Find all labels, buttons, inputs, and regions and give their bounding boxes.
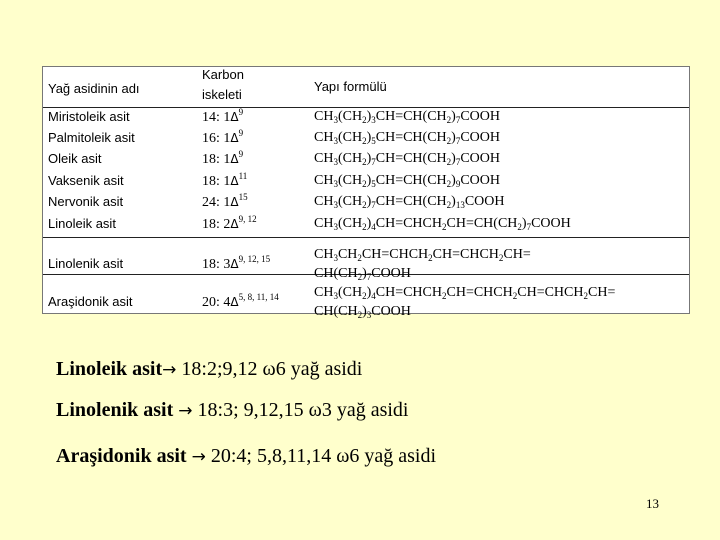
delta-symbol: Δ <box>230 131 239 145</box>
double-bond-positions: 9 <box>238 107 244 117</box>
carbon-skeleton: 20: $4\Delta^{5, 8, 11, 14}$ <box>202 292 279 310</box>
double-bond-positions: 11 <box>238 171 248 181</box>
carbon-skeleton: 18: $1\Delta^{11}$ <box>202 171 248 189</box>
acid-name: Miristoleik asit <box>48 109 130 124</box>
note-acid-name: Araşidonik asit <box>56 445 187 467</box>
arrow-right-icon: → <box>191 447 206 467</box>
carbon-skeleton: 18: $1\Delta^9$ <box>202 149 244 167</box>
structural-formula: $CH_3CH_2CH=CHCH_2CH=CHCH_2CH=$ <box>314 247 531 263</box>
acid-name: Oleik asit <box>48 151 102 166</box>
acid-name: Araşidonik asit <box>48 294 133 309</box>
omega-note: Linoleik asit→ 18:2;9,12 ω6 yağ asidi <box>56 358 363 380</box>
arrow-right-icon: → <box>178 401 193 421</box>
double-bond-positions: 9 <box>238 149 244 159</box>
omega-symbol: ω <box>262 358 276 380</box>
header-carbon-line1: Karbon <box>202 67 244 82</box>
omega-note: Linolenik asit → 18:3; 9,12,15 ω3 yağ asidi <box>56 399 409 421</box>
double-bond-positions: 15 <box>238 192 248 202</box>
delta-symbol: Δ <box>230 152 239 166</box>
structural-formula: $CH_3(CH_2)_4CH=CHCH_2CH=CHCH_2CH=CHCH_2CH=$ <box>314 285 616 301</box>
carbon-skeleton: 16: $1\Delta^9$ <box>202 128 244 146</box>
structural-formula: $CH_3(CH_2)_3CH=CH(CH_2)_7COOH$ <box>314 109 500 125</box>
note-acid-name: Linolenik asit <box>56 399 174 421</box>
carbon-skeleton: 18: $2\Delta^{9, 12}$ <box>202 214 257 232</box>
note-acid-name: Linoleik asit <box>56 358 163 380</box>
acid-name: Linolenik asit <box>48 256 124 271</box>
carbon-skeleton: 14: $1\Delta^9$ <box>202 107 244 125</box>
double-bond-positions: 9, 12 <box>238 214 257 224</box>
header-name: Yağ asidinin adı <box>48 81 140 96</box>
delta-symbol: Δ <box>230 195 239 209</box>
row-divider-1 <box>43 237 689 238</box>
structural-formula: $CH_3(CH_2)_5CH=CH(CH_2)_9COOH$ <box>314 173 500 189</box>
header-formula: Yapı formülü <box>314 79 387 94</box>
structural-formula: $CH_3(CH_2)_7CH=CH(CH_2)_7COOH$ <box>314 151 500 167</box>
carbon-skeleton: 24: $1\Delta^{15}$ <box>202 192 248 210</box>
carbon-skeleton: 18: $3\Delta^{9, 12, 15}$ <box>202 254 271 272</box>
double-bond-positions: 9, 12, 15 <box>238 254 271 264</box>
delta-symbol: Δ <box>230 174 239 188</box>
delta-symbol: Δ <box>230 295 239 309</box>
structural-formula: $CH_3(CH_2)_4CH=CHCH_2CH=CH(CH_2)_7COOH$ <box>314 216 571 232</box>
delta-symbol: Δ <box>230 257 239 271</box>
omega-symbol: ω <box>308 399 322 421</box>
structural-formula: $CH_3(CH_2)_7CH=CH(CH_2)_{13}COOH$ <box>314 194 505 210</box>
double-bond-positions: 9 <box>238 128 244 138</box>
double-bond-positions: 5, 8, 11, 14 <box>238 292 279 302</box>
delta-symbol: Δ <box>230 217 239 231</box>
delta-symbol: Δ <box>230 110 239 124</box>
acid-name: Linoleik asit <box>48 216 116 231</box>
header-carbon-line2: iskeleti <box>202 87 242 102</box>
acid-name: Nervonik asit <box>48 194 124 209</box>
page-number: 13 <box>646 496 659 511</box>
omega-symbol: ω <box>336 445 350 467</box>
structural-formula: $CH_3(CH_2)_5CH=CH(CH_2)_7COOH$ <box>314 130 500 146</box>
header-divider <box>43 107 689 108</box>
fatty-acid-table <box>42 66 690 320</box>
acid-name: Vaksenik asit <box>48 173 124 188</box>
acid-name: Palmitoleik asit <box>48 130 135 145</box>
structural-formula: $CH(CH_2)_3COOH$ <box>314 304 411 320</box>
omega-note: Araşidonik asit → 20:4; 5,8,11,14 ω6 yağ asidi <box>56 445 437 467</box>
arrow-right-icon: → <box>162 360 177 380</box>
structural-formula: $CH(CH_2)_7COOH$ <box>314 266 411 282</box>
